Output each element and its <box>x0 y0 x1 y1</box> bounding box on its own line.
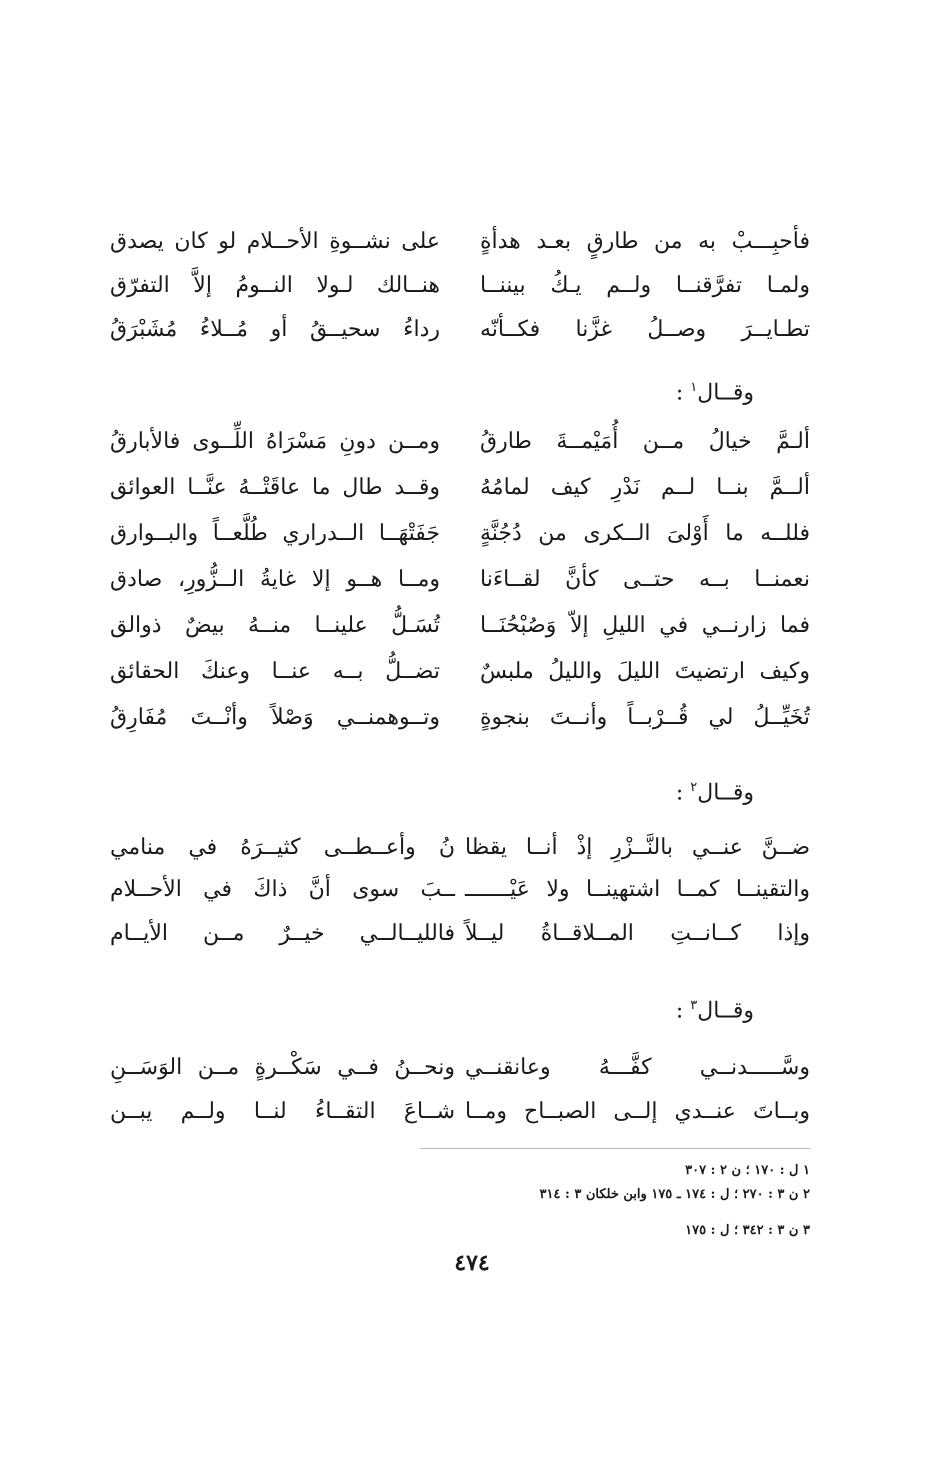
couplet <box>110 420 810 464</box>
couplet <box>110 868 810 912</box>
second-hemistich: تضــلُّ بــه عنــا وعنكَ الحقائق <box>110 659 440 684</box>
first-hemistich: والتقينــا كمــا اشتهينــا ولا عَيْـــــــ <box>465 877 810 902</box>
first-hemistich: وسَّـــــدنــي كفَّـــهُ وعانقنــي <box>465 1055 810 1080</box>
couplet <box>110 912 810 956</box>
intro-text: وقــال <box>697 780 754 806</box>
footnote-ref: ١ <box>690 380 698 395</box>
couplet <box>110 1090 810 1134</box>
second-hemistich: شــاعَ التقــاءُ لنــا ولــم يبــن <box>110 1099 455 1124</box>
page-number: ٤٧٤ <box>454 1250 490 1276</box>
footnote-ref: ٣ <box>690 998 698 1013</box>
couplet <box>110 220 810 264</box>
second-hemistich: جَفَتْهَــا الــدراري طُلَّعــاً والبــوارق <box>110 521 440 546</box>
first-hemistich: وإذا كــانــتِ المــلاقــاةُ ليــلاً <box>465 921 810 946</box>
couplet <box>110 308 810 352</box>
second-hemistich: هنــالك لـولا النــومُ إلاَّ التفرّق <box>110 273 440 298</box>
footnote-divider <box>420 1148 810 1149</box>
first-hemistich: نعمنــا بــه حتــى كأنَّ لقــاءَنا <box>480 567 810 592</box>
couplet <box>110 512 810 556</box>
poem-intro <box>676 368 754 413</box>
footnote: ٢ ن ٣ : ٢٧٠ ؛ ل : ١٧٤ ـ ١٧٥ وابن خلكان ٣ : ٣١٤ <box>539 1187 810 1202</box>
couplet <box>110 558 810 602</box>
first-hemistich: ألـمَّ خيالُ مــن أُمَيْمــةَ طارقُ <box>480 429 810 454</box>
second-hemistich: ــبَ سوى أنَّ ذاكَ في الأحــلام <box>110 877 455 902</box>
couplet <box>110 650 810 694</box>
first-hemistich: ولمـا تفرَّقنــا ولــم يـكُ بيننــا <box>480 273 810 298</box>
poem-intro <box>676 768 754 813</box>
second-hemistich: وتــوهمنــي وَصْلاً وأنْــتَ مُفَارِقُ <box>110 705 440 730</box>
couplet <box>110 604 810 648</box>
footnote: ٣ ن ٣ : ٣٤٢ ؛ ل : ١٧٥ <box>685 1223 810 1238</box>
intro-colon: : <box>675 780 684 806</box>
second-hemistich: ونحــنُ فــي سَكْــرةٍ مــن الوَسَــنِ <box>110 1055 455 1080</box>
first-hemistich: وكيف ارتضيتَ الليلَ والليلُ ملبسٌ <box>480 659 810 684</box>
intro-text: وقــال <box>697 380 754 406</box>
second-hemistich: على نشــوةِ الأحــلام لو كان يصدق <box>110 229 440 254</box>
intro-text: وقــال <box>697 998 754 1024</box>
first-hemistich: فأحبِـــبْ به من طارقٍ بعـد هدأةٍ <box>480 229 810 254</box>
intro-colon: : <box>675 998 684 1024</box>
footnote: ١ ل : ١٧٠ ؛ ن ٢ : ٣٠٧ <box>685 1163 810 1178</box>
second-hemistich: تُسَـلُّ علينــا منــهُ بيضٌ ذوالق <box>110 613 440 638</box>
second-hemistich: فالليــالــي خيــرٌ مــن الأيــام <box>110 921 455 946</box>
second-hemistich: وقــد طال ما عاقَتْــهُ عنَّــا العوائق <box>110 475 440 500</box>
first-hemistich: تطـايــرَ وصــلُ غزَّنا فكــأنّه <box>480 317 810 342</box>
first-hemistich: وبــاتَ عنــدي إلــى الصبــاح ومــا <box>465 1099 810 1124</box>
first-hemistich: ألــمَّ بنــا لــم نَدْرِ كيف لمامُهُ <box>480 475 810 500</box>
first-hemistich: فللــه ما أَوْلىَ الــكرى من دُجُنَّةٍ <box>480 521 810 546</box>
second-hemistich: نُ وأعــطــى كثيــرَهُ في منامي <box>110 835 455 860</box>
footnote-ref: ٢ <box>690 780 698 795</box>
second-hemistich: رداءُ سحيــقُ أو مُــلاءُ مُشَبْرَقُ <box>110 317 440 342</box>
first-hemistich: ضــنَّ عنــي بالنَّــزْرِ إذْ أنــا يقظا <box>465 835 810 860</box>
couplet <box>110 696 810 740</box>
couplet <box>110 826 810 870</box>
couplet <box>110 1046 810 1090</box>
second-hemistich: ومــا هــو إلا غايةُ الــزُّورِ، صادق <box>110 567 440 592</box>
intro-colon: : <box>675 380 684 406</box>
second-hemistich: ومــن دونِ مَسْرَاهُ اللِّــوى فالأبارقُ <box>110 429 440 454</box>
first-hemistich: تُخَيِّــلُ لي قُــرْبــاً وأنــتَ بنجوةٍ <box>480 705 810 730</box>
couplet <box>110 264 810 308</box>
first-hemistich: فما زارنــي في الليلِ إلاّ وَصُبْحُنَــا <box>480 613 810 638</box>
couplet <box>110 466 810 510</box>
poem-intro <box>676 986 754 1031</box>
